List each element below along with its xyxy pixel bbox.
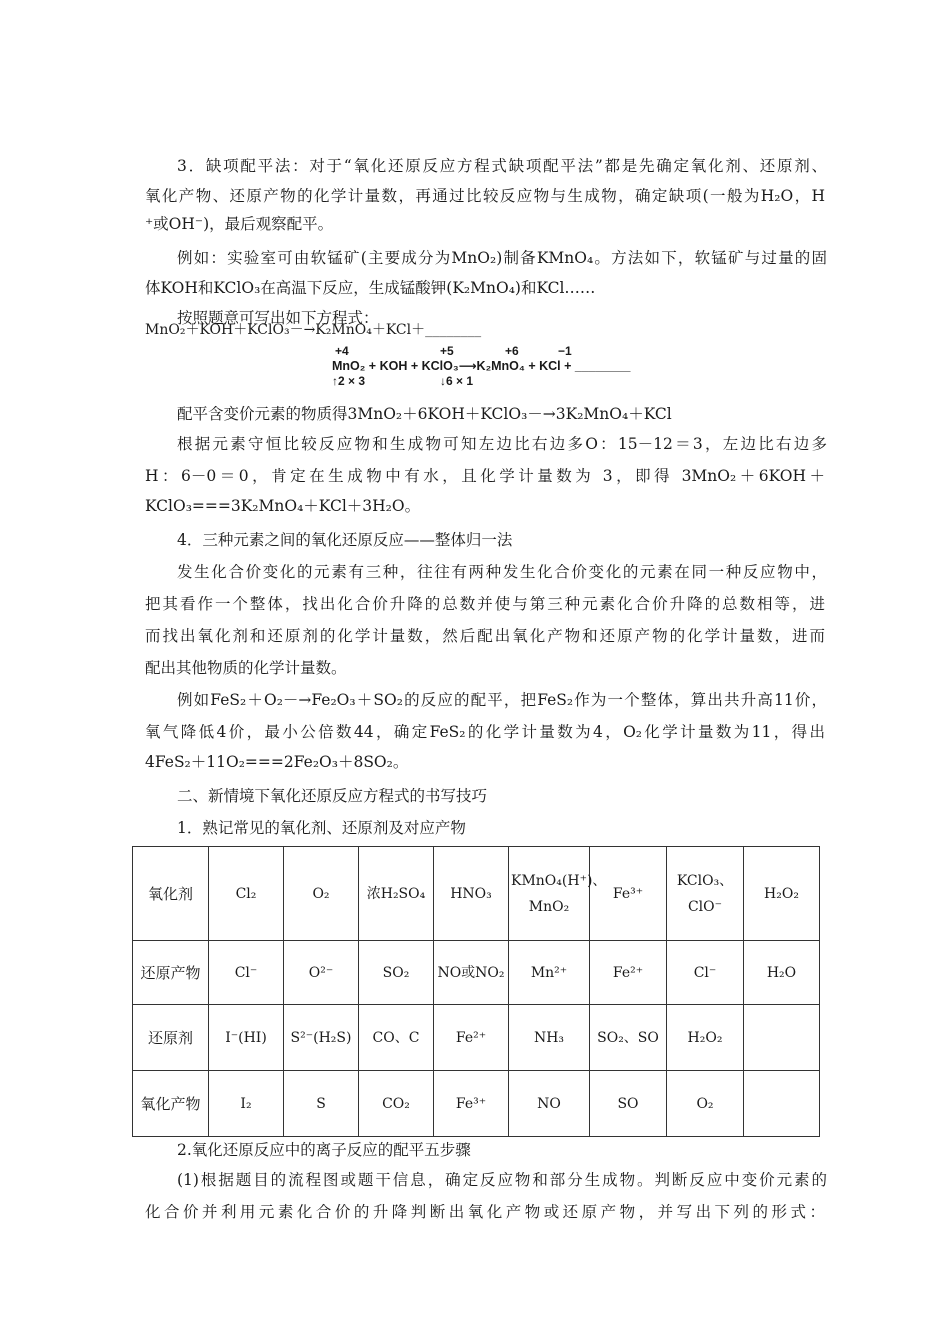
table-cell: O²⁻ xyxy=(284,941,359,1005)
electron-gain-label: ↑2 × 3 xyxy=(332,374,366,388)
table-cell: 浓H₂SO₄ xyxy=(359,847,434,941)
paragraph-line: 根据元素守恒比较反应物和生成物可知左边比右边多O：15－12＝3，左边比右边多 xyxy=(177,435,827,453)
paragraph-line: 4FeS₂＋11O₂===2Fe₂O₃＋8SO₂。 xyxy=(145,753,409,771)
table-cell: O₂ xyxy=(667,1071,744,1137)
table-cell: NH₃ xyxy=(509,1005,590,1071)
diagram-formula: MnO₂ + KOH + KClO₃⟶K₂MnO₄ + KCl + ________ xyxy=(332,359,631,373)
subsection-heading: 2.氧化还原反应中的离子反应的配平五步骤 xyxy=(177,1141,471,1159)
table-cell: SO₂ xyxy=(359,941,434,1005)
ox-state-label: +5 xyxy=(440,344,454,358)
table-cell: O₂ xyxy=(284,847,359,941)
table-cell: KMnO₄(H⁺)、MnO₂ xyxy=(509,847,590,941)
table-cell: H₂O₂ xyxy=(744,847,820,941)
electron-loss-label: ↓6 × 1 xyxy=(440,374,474,388)
paragraph-line: 氧气降低4价，最小公倍数44，确定FeS₂的化学计量数为4，O₂化学计量数为11，得出 xyxy=(145,723,825,741)
table-cell: Fe³⁺ xyxy=(590,847,667,941)
table-cell: S²⁻(H₂S) xyxy=(284,1005,359,1071)
ox-state-label: −1 xyxy=(558,344,572,358)
paragraph-line: 配出其他物质的化学计量数。 xyxy=(145,659,347,677)
paragraph-line: 3．缺项配平法：对于“氧化还原反应方程式缺项配平法”都是先确定氧化剂、还原剂、 xyxy=(177,157,827,175)
row-header-oxidation-product: 氧化产物 xyxy=(133,1071,209,1137)
table-cell: CO₂ xyxy=(359,1071,434,1137)
table-cell xyxy=(744,1071,820,1137)
table-cell: SO₂、SO xyxy=(590,1005,667,1071)
table-cell: CO、C xyxy=(359,1005,434,1071)
paragraph-line: H：6－0＝0，肯定在生成物中有水，且化学计量数为 3，即得 3MnO₂＋6KOH＋ xyxy=(145,467,825,485)
table-cell: Mn²⁺ xyxy=(509,941,590,1005)
table-cell: NO或NO₂ xyxy=(434,941,509,1005)
paragraph-line: 体KOH和KClO₃在高温下反应，生成锰酸钾(K₂MnO₄)和KCl…… xyxy=(145,279,596,297)
paragraph-line: 化合价并利用元素化合价的升降判断出氧化产物或还原产物，并写出下列的形式： xyxy=(145,1203,825,1221)
redox-table xyxy=(132,846,820,1137)
section-heading: 4．三种元素之间的氧化还原反应——整体归一法 xyxy=(177,531,513,549)
table-cell: HNO₃ xyxy=(434,847,509,941)
row-header-oxidant: 氧化剂 xyxy=(133,847,209,941)
ox-state-label: +6 xyxy=(505,344,519,358)
paragraph-line: 例如FeS₂＋O₂－→Fe₂O₃＋SO₂的反应的配平，把FeS₂作为一个整体，算出共升高11价， xyxy=(177,691,827,709)
table-cell: Cl₂ xyxy=(209,847,284,941)
paragraph-line: 配平含变价元素的物质得3MnO₂＋6KOH＋KClO₃－→3K₂MnO₄＋KCl xyxy=(177,405,672,423)
table-cell: S xyxy=(284,1071,359,1137)
row-header-reduction-product: 还原产物 xyxy=(133,941,209,1005)
oxidation-state-diagram xyxy=(330,344,660,392)
table-cell: H₂O xyxy=(744,941,820,1005)
table-cell: I₂ xyxy=(209,1071,284,1137)
paragraph-line: 按照题意可写出如下方程式： xyxy=(177,309,379,327)
table-cell: KClO₃、ClO⁻ xyxy=(667,847,744,941)
table-row xyxy=(133,847,820,941)
ox-state-label: +4 xyxy=(335,344,349,358)
table-row xyxy=(133,1005,820,1071)
equation-line: MnO₂＋KOH＋KClO₃－→K₂MnO₄＋KCl＋________ xyxy=(145,322,482,338)
paragraph-line: 氧化产物、还原产物的化学计量数，再通过比较反应物与生成物，确定缺项(一般为H₂O，H xyxy=(145,187,825,205)
table-cell xyxy=(744,1005,820,1071)
table-cell: Cl⁻ xyxy=(667,941,744,1005)
paragraph-line: 例如：实验室可由软锰矿(主要成分为MnO₂)制备KMnO₄。方法如下，软锰矿与过量的固 xyxy=(177,249,827,267)
paragraph-line: KClO₃===3K₂MnO₄＋KCl＋3H₂O。 xyxy=(145,497,421,515)
table-cell: Fe²⁺ xyxy=(434,1005,509,1071)
table-cell: NO xyxy=(509,1071,590,1137)
subsection-heading: 1．熟记常见的氧化剂、还原剂及对应产物 xyxy=(177,819,466,837)
table-cell: H₂O₂ xyxy=(667,1005,744,1071)
paragraph-line: ⁺或OH⁻)，最后观察配平。 xyxy=(145,215,334,233)
paragraph-line: 发生化合价变化的元素有三种，往往有两种发生化合价变化的元素在同一种反应物中， xyxy=(177,563,827,581)
paragraph-line: 把其看作一个整体，找出化合价升降的总数并使与第三种元素化合价升降的总数相等，进 xyxy=(145,595,825,613)
paragraph-line: (1)根据题目的流程图或题干信息，确定反应物和部分生成物。判断反应中变价元素的 xyxy=(177,1171,827,1189)
section-heading: 二、新情境下氧化还原反应方程式的书写技巧 xyxy=(177,787,488,805)
table-cell: SO xyxy=(590,1071,667,1137)
table-cell: Fe³⁺ xyxy=(434,1071,509,1137)
row-header-reductant: 还原剂 xyxy=(133,1005,209,1071)
table-cell: Cl⁻ xyxy=(209,941,284,1005)
table-cell: Fe²⁺ xyxy=(590,941,667,1005)
table-row xyxy=(133,941,820,1005)
paragraph-line: 而找出氧化剂和还原剂的化学计量数，然后配出氧化产物和还原产物的化学计量数，进而 xyxy=(145,627,825,645)
table-row xyxy=(133,1071,820,1137)
table-cell: I⁻(HI) xyxy=(209,1005,284,1071)
